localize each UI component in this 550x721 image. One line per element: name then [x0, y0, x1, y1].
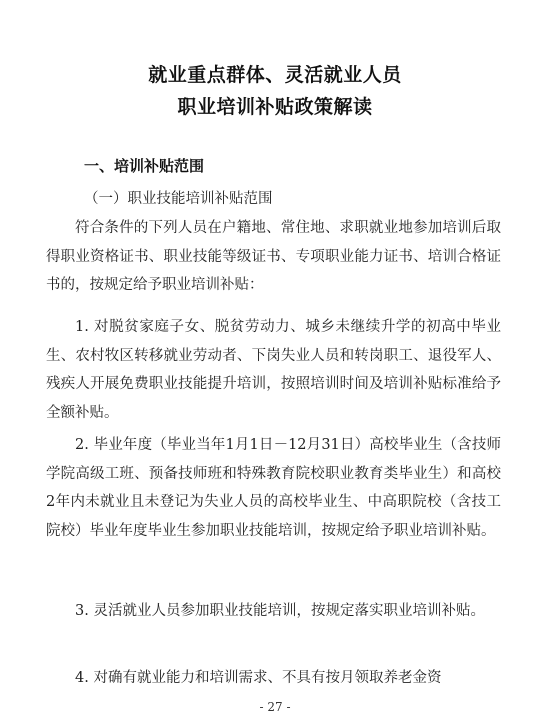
page-number: - 27 - — [259, 700, 291, 714]
paragraph-intro: 符合条件的下列人员在户籍地、常住地、求职就业地参加培训后取得职业资格证书、职业技能等级证书、专项职业能力证书、培训合格证书的，按规定给予职业培训补贴： — [46, 220, 501, 293]
paragraph-item-2: 2. 毕业年度（毕业当年1月1日－12月31日）高校毕业生（含技师学院高级工班、预备技师班和特殊教育院校职业教育类毕业生）和高校2年内未就业且未登记为失业人员的高校毕业生、中高职院校（含技工院校）毕业年度毕业生参加职业技能培训，按规定给予职业培训补贴。 — [46, 437, 501, 539]
document-title-line-1: 就业重点群体、灵活就业人员 — [148, 64, 402, 86]
paragraph-item-1: 1. 对脱贫家庭子女、脱贫劳动力、城乡未继续升学的初高中毕业生、农村牧区转移就业劳动者、下岗失业人员和转岗职工、退役军人、残疾人开展免费职业技能提升培训，按照培训时间及培训补贴标准给予全额补贴。 — [46, 319, 501, 421]
paragraph-item-4: 4. 对确有就业能力和培训需求、不具有按月领取养老金资 — [75, 670, 442, 686]
section-heading: 一、培训补贴范围 — [84, 157, 205, 175]
subsection-heading: （一）职业技能培训补贴范围 — [84, 191, 273, 207]
document-title-line-2: 职业培训补贴政策解读 — [177, 96, 373, 118]
paragraph-item-3: 3. 灵活就业人员参加职业技能培训，按规定落实职业培训补贴。 — [75, 603, 485, 619]
